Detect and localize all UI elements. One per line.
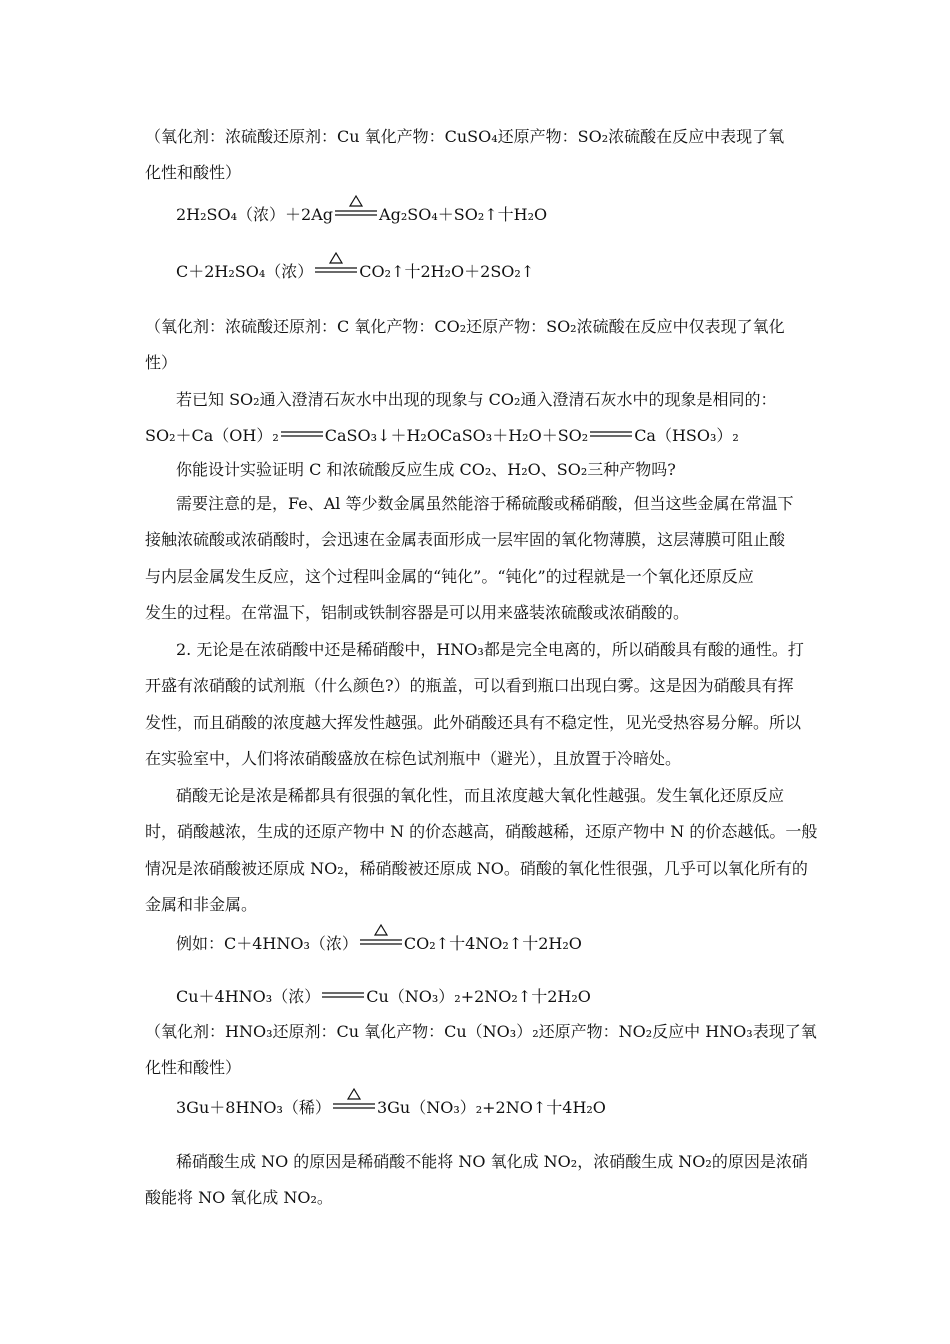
text-line: 情况是浓硝酸被还原成 NO₂，稀硝酸被还原成 NO。硝酸的氧化性很强，几乎可以氧化所有的 [145,859,808,878]
equation-left: 3Gu＋8HNO₃（稀） [176,1098,331,1117]
equation-line [176,934,582,954]
equation-left: SO₂＋Ca（OH）₂ [145,426,279,445]
text-line: 接触浓硫酸或浓硝酸时，会迅速在金属表面形成一层牢固的氧化物薄膜，这层薄膜可阻止酸 [145,530,786,549]
text-line: （氧化剂：浓硫酸还原剂：C 氧化产物：CO₂还原产物：SO₂浓硫酸在反应中仅表现了氧化 [145,317,785,336]
text-line: 若已知 SO₂通入澄清石灰水中出现的现象与 CO₂通入澄清石灰水中的现象是相同的： [176,390,777,409]
equation-right: Cu（NO₃）₂+2NO₂↑十2H₂O [366,987,591,1006]
equation-left: 例如：C＋4HNO₃（浓） [176,934,358,953]
equation-line [176,205,547,225]
text-line: 在实验室中，人们将浓硝酸盛放在棕色试剂瓶中（避光），且放置于冷暗处。 [145,749,682,768]
text-line: 需要注意的是，Fe、Al 等少数金属虽然能溶于稀硫酸或稀硝酸，但当这些金属在常温下 [176,494,794,513]
text-line: 发性，而且硝酸的浓度越大挥发性越强。此外硝酸还具有不稳定性，见光受热容易分解。所以 [145,713,802,732]
text-line: 与内层金属发生反应，这个过程叫金属的“钝化”。“钝化”的过程就是一个氧化还原反应 [145,567,754,586]
text-line: 金属和非金属。 [145,895,258,914]
text-line: 硝酸无论是浓是稀都具有很强的氧化性，而且浓度越大氧化性越强。发生氧化还原反应 [176,786,785,805]
text-line: 酸能将 NO 氧化成 NO₂。 [145,1188,333,1207]
equation-middle: CaSO₃↓＋H₂OCaSO₃＋H₂O＋SO₂ [324,426,589,445]
equation-line [145,426,739,446]
text-line: 性） [145,353,178,372]
equation-right: 3Gu（NO₃）₂+2NO↑十4H₂O [376,1098,606,1117]
equation-right: Ag₂SO₄＋SO₂↑十H₂O [379,205,548,224]
heat-condition-sign [359,935,403,949]
text-line: 你能设计实验证明 C 和浓硫酸反应生成 CO₂、H₂O、SO₂三种产物吗? [176,460,676,479]
equation-line [176,262,534,282]
text-line: 化性和酸性） [145,1058,242,1077]
heat-condition-sign [314,263,358,277]
text-line: （氧化剂：HNO₃还原剂：Cu 氧化产物：Cu（NO₃）₂还原产物：NO₂反应中 HNO₃表现了氧 [145,1022,817,1041]
equals-sign [589,427,633,441]
text-line: 稀硝酸生成 NO 的原因是稀硝酸不能将 NO 氧化成 NO₂，浓硝酸生成 NO₂的原因是浓硝 [176,1152,808,1171]
text-line: 开盛有浓硝酸的试剂瓶（什么颜色?）的瓶盖，可以看到瓶口出现白雾。这是因为硝酸具有挥 [145,676,794,695]
equation-left: 2H₂SO₄（浓）＋2Ag [176,205,334,224]
equation-line [176,987,591,1007]
equation-left: C＋2H₂SO₄（浓） [176,262,314,281]
equation-line [176,1098,606,1118]
text-line: 发生的过程。在常温下，铝制或铁制容器是可以用来盛装浓硫酸或浓硝酸的。 [145,603,690,622]
equation-right: Ca（HSO₃）₂ [634,426,739,445]
equals-sign [280,427,324,441]
equation-right: CO₂↑十2H₂O＋2SO₂↑ [359,262,535,281]
text-line: 时，硝酸越浓，生成的还原产物中 N 的价态越高，硝酸越稀，还原产物中 N 的价态越低。一般 [145,822,818,841]
heat-condition-sign [332,1099,376,1113]
heat-condition-sign [334,206,378,220]
equals-sign [321,988,365,1002]
equation-right: CO₂↑十4NO₂↑十2H₂O [403,934,582,953]
text-line: （氧化剂：浓硫酸还原剂：Cu 氧化产物：CuSO₄还原产物：SO₂浓硫酸在反应中表现了氧 [145,127,785,146]
text-line: 化性和酸性） [145,163,242,182]
equation-left: Cu＋4HNO₃（浓） [176,987,321,1006]
text-line: 2. 无论是在浓硝酸中还是稀硝酸中，HNO₃都是完全电离的，所以硝酸具有酸的通性。打 [176,640,804,659]
